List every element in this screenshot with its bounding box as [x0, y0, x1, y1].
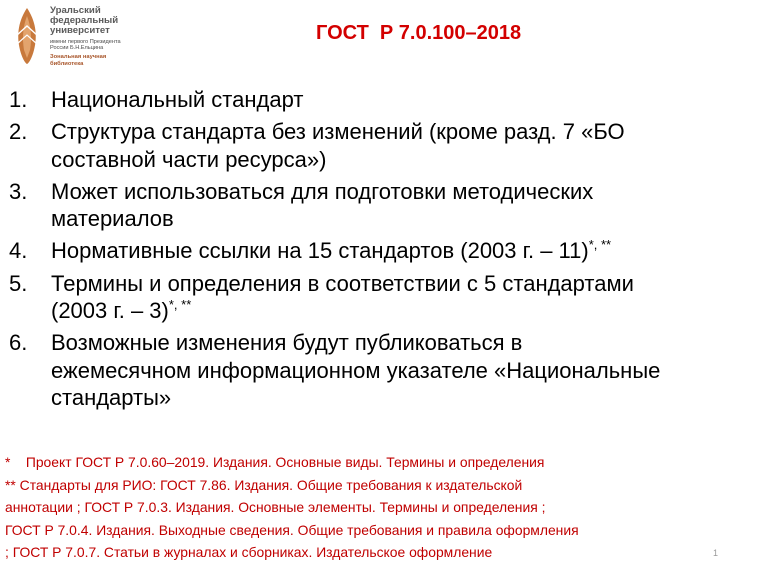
- list-number: 1.: [9, 87, 28, 112]
- footnote-line: ГОСТ Р 7.0.4. Издания. Выходные сведения. Общие требования и правила оформления: [5, 521, 579, 538]
- footnote-line: ** Стандарты для РИО: ГОСТ 7.86. Издания. Общие требования к издательской: [5, 476, 523, 493]
- slide-title: ГОСТ Р 7.0.100–2018: [316, 22, 522, 44]
- numbered-list: [9, 86, 761, 416]
- list-number: 3.: [9, 178, 28, 204]
- library-name: Зональная научная библиотека: [50, 54, 107, 68]
- list-item: [9, 118, 761, 173]
- list-text: Нормативные ссылки на 15 стандартов (2003 г. – 11): [51, 238, 589, 264]
- list-number: 6.: [9, 330, 28, 356]
- list-text: Термины и определения в соответствии с 5 стандартами (2003 г. – 3): [51, 270, 634, 324]
- university-name: Уральский федеральный университет: [50, 5, 119, 37]
- page-number: 1: [713, 548, 719, 558]
- footnote-line: ; ГОСТ Р 7.0.7. Статьи в журналах и сборниках. Издательское оформление: [5, 544, 493, 560]
- list-text: Структура стандарта без изменений (кроме разд. 7 «БО составной части ресурса»): [51, 119, 625, 172]
- list-item: [9, 86, 761, 113]
- university-logo: [10, 6, 140, 78]
- list-item: [9, 270, 761, 325]
- footnote-line: * Проект ГОСТ Р 7.0.60–2019. Издания. Основные виды. Термины и определения: [5, 454, 545, 470]
- footnote-line: аннотации ; ГОСТ Р 7.0.3. Издания. Основные элементы. Термины и определения ;: [5, 499, 546, 515]
- footnote-marker: *, **: [168, 296, 192, 312]
- university-subtitle: имени первого Президента России Б.Н.Ельцина: [50, 38, 121, 52]
- footnote-marker: *, **: [588, 237, 612, 253]
- list-text: Может использоваться для подготовки методических материалов: [51, 178, 594, 232]
- ural-mountains-logo-icon: [10, 6, 44, 66]
- list-number: 2.: [9, 119, 28, 145]
- list-item: [9, 178, 761, 233]
- list-number: 4.: [9, 238, 28, 264]
- footnotes: [5, 451, 765, 564]
- list-text: Возможные изменения будут публиковаться в ежемесячном информационном указателе «Национальные стандарты»: [51, 330, 661, 410]
- list-text: Национальный стандарт: [51, 87, 304, 112]
- list-item: [9, 329, 761, 411]
- list-number: 5.: [9, 270, 28, 296]
- list-item: [9, 237, 761, 264]
